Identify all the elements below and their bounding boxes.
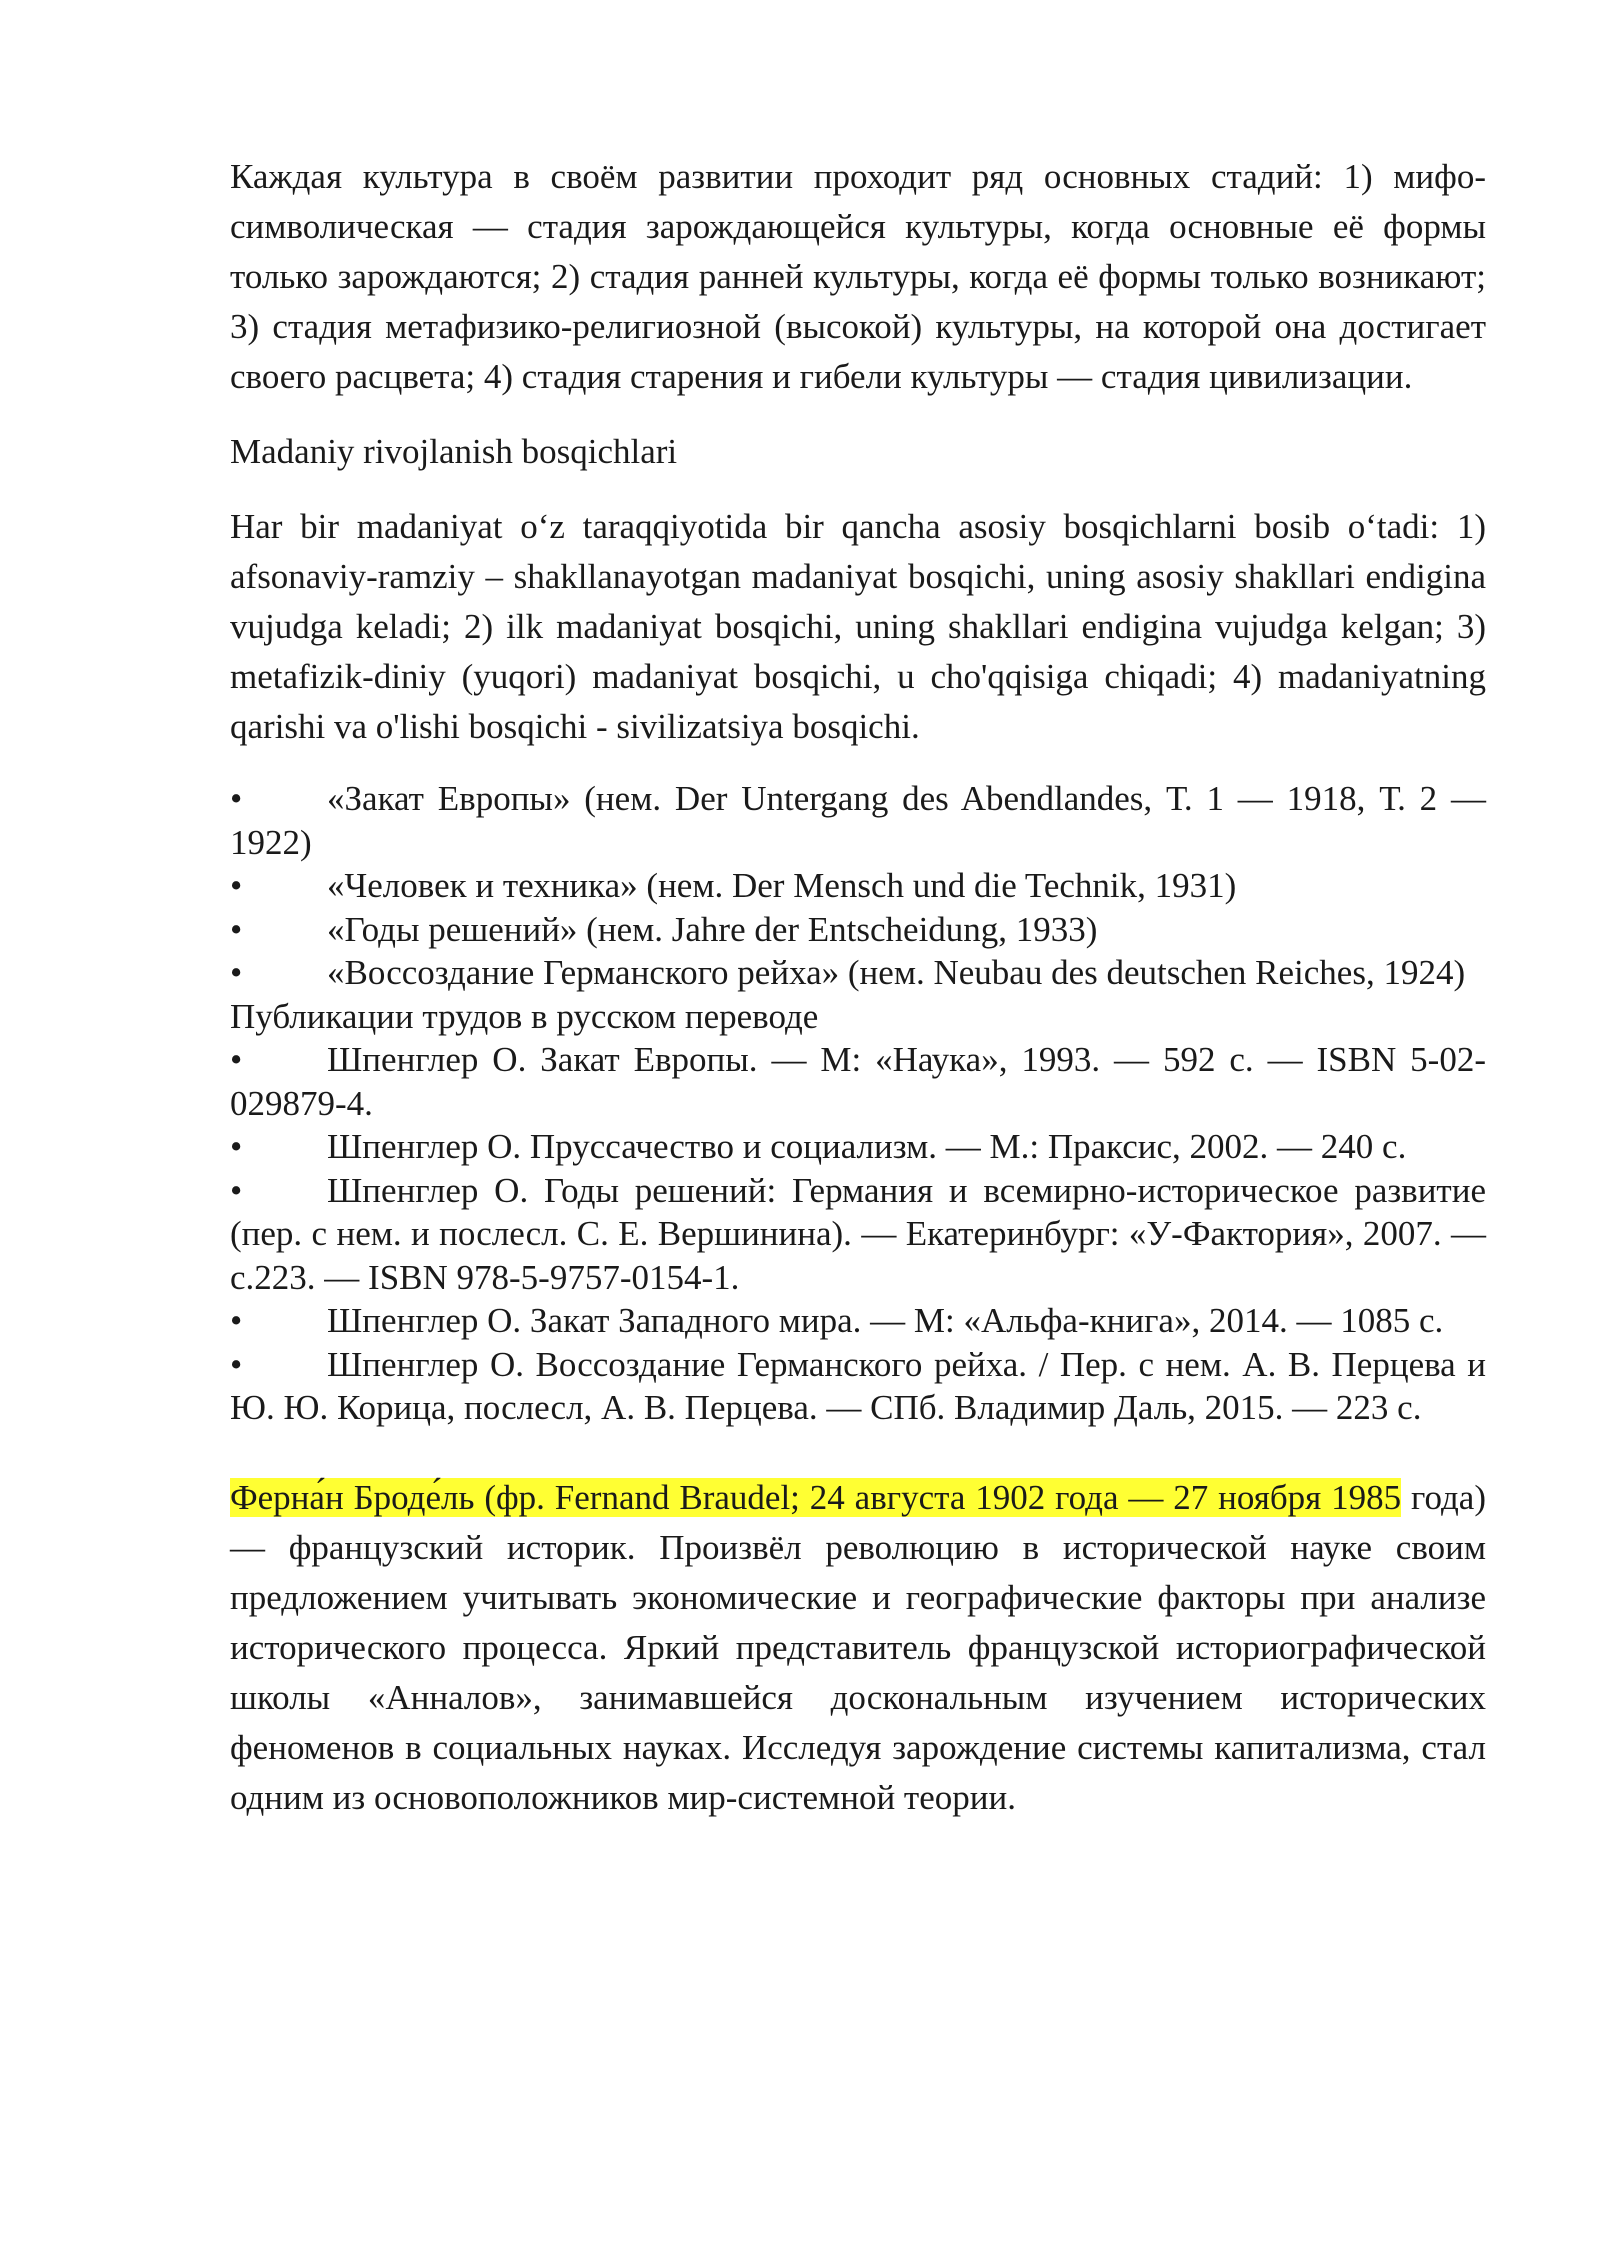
heading-cultural-development-uz: Madaniy rivojlanish bosqichlari	[230, 432, 678, 471]
list-item	[230, 1038, 1486, 1125]
list-item-text: Шпенглер О. Воссоздание Германского рейха. / Пер. с нем. А. В. Перцева и Ю. Ю. Корица, послесл, А. В. Перцева. — СПб. Владимир Даль, 2015. — 223 с.	[230, 1344, 1486, 1427]
paragraph-braudel-text: года) — французский историк. Произвёл революцию в исторической науке своим предложением учитывать экономические и географические факторы при анализе исторического процесса. Яркий представитель французской историографической школы «Анналов», занимавшейся доскональным изучением исторических феноменов в социальных науках. Исследуя зарождение системы капитализма, стал одним из основоположников мир-системной теории.	[230, 1478, 1486, 1817]
list-item	[230, 1343, 1486, 1430]
list-item	[230, 1125, 1486, 1169]
highlighted-text: Ферна́н Броде́ль (фр. Fernand Braudel; 24 августа 1902 года — 27 ноября 1985	[230, 1478, 1402, 1517]
list-item	[230, 951, 1486, 995]
bullet-icon: •	[230, 953, 243, 992]
list-item	[230, 864, 1486, 908]
paragraph-braudel	[230, 1473, 1486, 1823]
list-item	[230, 908, 1486, 952]
paragraph-culture-stages-ru: Каждая культура в своём развитии проходит ряд основных стадий: 1) мифо-символическая — стадия зарождающейся культуры, когда основные её формы только зарождаются; 2) стадия ранней культуры, когда её формы только возникают; 3) стадия метафизико-религиозной (высокой) культуры, на которой она достигает своего расцвета; 4) стадия старения и гибели культуры — стадия цивилизации.	[230, 157, 1486, 396]
list-item-text: Шпенглер О. Закат Европы. — М: «Наука», 1993. — 592 с. — ISBN 5-02-029879-4.	[230, 1040, 1486, 1123]
bullet-icon: •	[230, 1170, 243, 1210]
bullet-icon: •	[230, 866, 243, 905]
bullet-icon: •	[230, 1301, 243, 1340]
bullet-icon: •	[230, 1040, 243, 1079]
list-item-text: «Воссоздание Германского рейха» (нем. Neubau des deutschen Reiches, 1924)	[327, 953, 1466, 992]
list-item-text: Шпенглер О. Годы решений: Германия и всемирно-историческое развитие (пер. с нем. и послесл. С. Е. Вершинина). — Екатеринбург: «У-Фактория», 2007. — с.223. — ISBN 978-5-9757-0154-1.	[230, 1170, 1486, 1297]
works-list	[230, 777, 1486, 1473]
list-item	[230, 777, 1486, 864]
list-item-text: Шпенглер О. Закат Западного мира. — М: «Альфа-книга», 2014. — 1085 с.	[327, 1301, 1444, 1340]
list-item	[230, 1169, 1486, 1300]
translations-heading: Публикации трудов в русском переводе	[230, 996, 819, 1036]
list-item-text: «Человек и техника» (нем. Der Mensch und die Technik, 1931)	[327, 866, 1237, 905]
paragraph-culture-stages-uz: Har bir madaniyat oʻz taraqqiyotida bir qancha asosiy bosqichlarni bosib oʻtadi: 1) afsonaviy-ramziy – shakllanayotgan madaniyat bosqichi, uning asosiy shakllari endigina vujudga keladi; 2) ilk madaniyat bosqichi, uning shakllari endigina vujudga kelgan; 3) metafizik-diniy (yuqori) madaniyat bosqichi, u cho'qqisiga chiqadi; 4) madaniyatning qarishi va o'lishi bosqichi - sivilizatsiya bosqichi.	[230, 507, 1486, 746]
list-item-text: «Годы решений» (нем. Jahre der Entscheidung, 1933)	[327, 909, 1098, 949]
bullet-icon: •	[230, 909, 243, 949]
bullet-icon: •	[230, 1127, 243, 1166]
bullet-icon: •	[230, 779, 243, 818]
document-body	[230, 152, 1486, 1823]
list-item	[230, 1299, 1486, 1343]
bullet-icon: •	[230, 1344, 243, 1384]
list-item-text: Шпенглер О. Пруссачество и социализм. — М.: Праксис, 2002. — 240 с.	[327, 1127, 1407, 1166]
list-item-text: «Закат Европы» (нем. Der Untergang des Abendlandes, Т. 1 — 1918, Т. 2 — 1922)	[230, 779, 1486, 862]
spacer	[230, 1430, 1486, 1474]
